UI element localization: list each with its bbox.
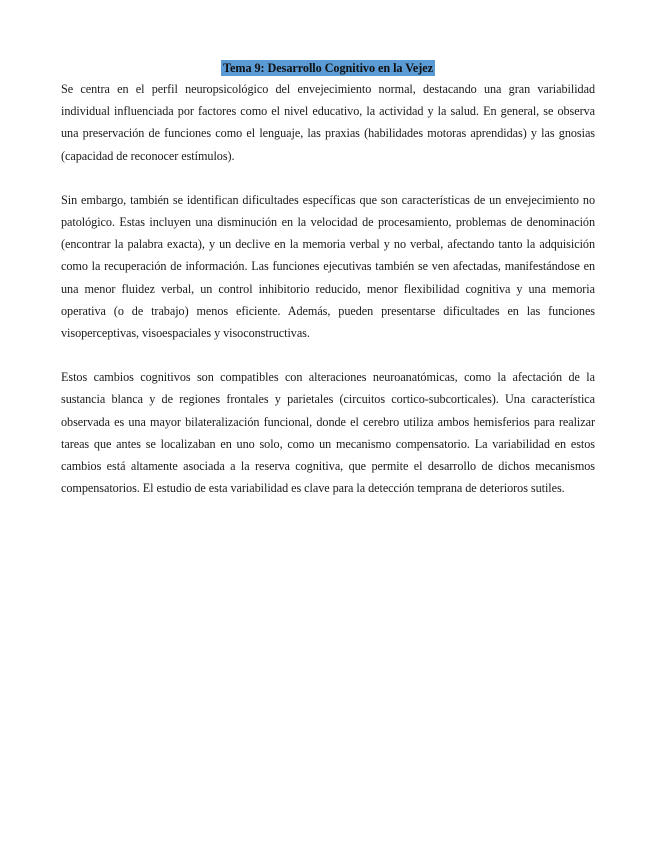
paragraph-1: Se centra en el perfil neuropsicológico del envejecimiento normal, destacando una gran variabilidad individual influenciada por factores como el nivel educativo, la actividad y la salud. En general, se observa una preservación de funciones como el lenguaje, las praxias (habilidades motoras aprendidas) y las gnosias (capacidad de reconocer estímulos). bbox=[61, 82, 595, 163]
paragraph-3: Estos cambios cognitivos son compatibles con alteraciones neuroanatómicas, como la afectación de la sustancia blanca y de regiones frontales y parietales (circuitos cortico-subcorticales). Una característica observada es una mayor bilateralización funcional, donde el cerebro utiliza ambos hemisferios para realizar tareas que antes se localizaban en uno solo, como un mecanismo compensatorio. La variabilidad en estos cambios está altamente asociada a la reserva cognitiva, que permite el desarrollo de dichos mecanismos compensatorios. El estudio de esta variabilidad es clave para la detección temprana de deterioros sutiles. bbox=[61, 370, 595, 496]
title-line bbox=[61, 59, 595, 78]
document-title: Tema 9: Desarrollo Cognitivo en la Vejez bbox=[223, 61, 433, 75]
document-body bbox=[61, 59, 595, 521]
paragraph-2: Sin embargo, también se identifican dificultades específicas que son características de un envejecimiento no patológico. Estas incluyen una disminución en la velocidad de procesamiento, problemas de denominación (encontrar la palabra exacta), y un declive en la memoria verbal y no verbal, afectando tanto la adquisición como la recuperación de información. Las funciones ejecutivas también se ven afectadas, manifestándose en una menor fluidez verbal, un control inhibitorio reducido, menor flexibilidad cognitiva y una memoria operativa (o de trabajo) menos eficiente. Además, pueden presentarse dificultades en las funciones visoperceptivas, visoespaciales y visoconstructivas. bbox=[61, 192, 595, 341]
